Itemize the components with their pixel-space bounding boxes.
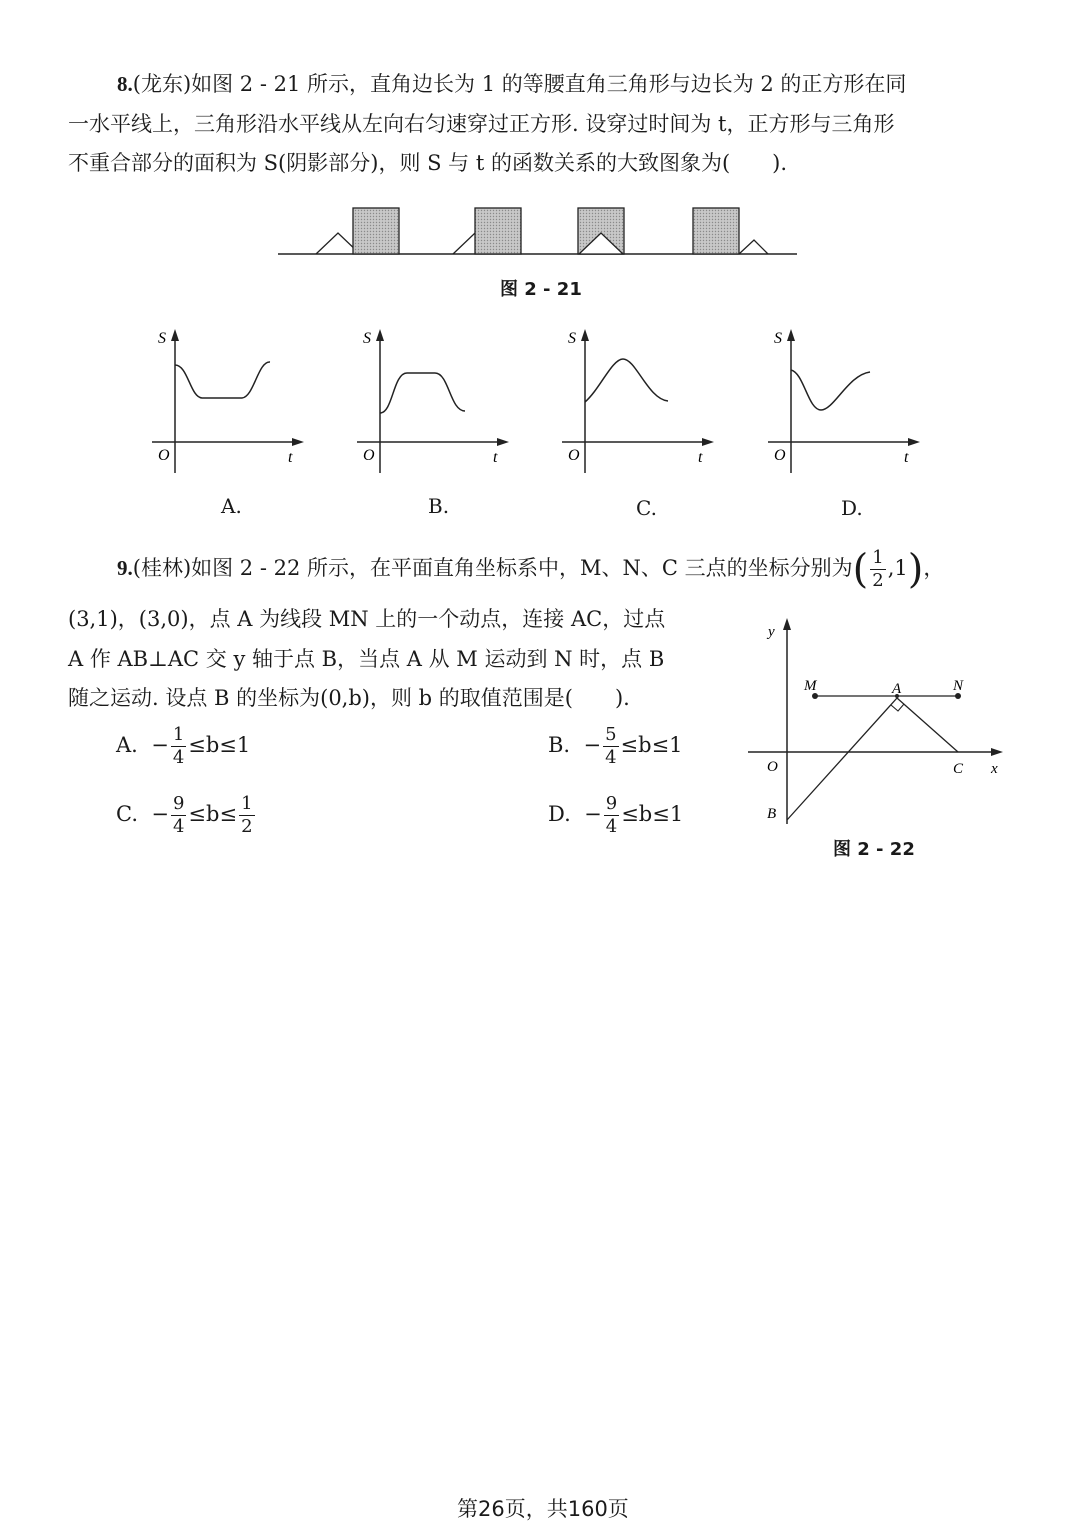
q9-line1: 9.(桂林)如图 2 - 22 所示，在平面直角坐标系中，M、N、C 三点的坐标分别为( $\frac{1}{2}$ ,1)， bbox=[117, 546, 945, 593]
graph-b-x-label: t bbox=[493, 449, 498, 466]
label-x: x bbox=[991, 761, 998, 777]
graph-a-x-label: t bbox=[288, 449, 293, 466]
square-1 bbox=[353, 208, 399, 254]
q9-line1-text: (桂林)如图 2 - 22 所示，在平面直角坐标系中，M、N、C 三点的坐标分别为 bbox=[132, 556, 853, 580]
graph-b-origin: O bbox=[363, 447, 375, 464]
q9-coord1-fraction: $\frac{1}{2}$ bbox=[872, 547, 884, 591]
q8-option-a: A. bbox=[221, 494, 242, 518]
square-2 bbox=[475, 208, 521, 254]
graph-d-curve bbox=[791, 370, 870, 410]
q9-option-c: C. − $\frac{9}{4}$ ≤b≤ $\frac{1}{2}$ bbox=[116, 793, 253, 837]
q8-line1-text: (龙东)如图 2 - 21 所示，直角边长为 1 的等腰直角三角形与边长为 2 的正方形在同 bbox=[132, 72, 907, 96]
q8-option-d: D. bbox=[841, 496, 863, 520]
label-a: A bbox=[892, 681, 902, 697]
label-o: O bbox=[767, 759, 778, 775]
figure-2-21 bbox=[270, 200, 810, 264]
graph-c-origin: O bbox=[568, 447, 580, 464]
q9-line2: (3,1)，(3,0)，点 A 为线段 MN 上的一个动点，连接 AC，过点 bbox=[68, 607, 666, 631]
graph-a-origin: O bbox=[158, 447, 170, 464]
page-footer: 第26页，共160页 bbox=[457, 1497, 629, 1521]
graph-d-origin: O bbox=[774, 447, 786, 464]
label-c: C bbox=[953, 761, 964, 777]
q9-number: 9. bbox=[117, 556, 133, 580]
option-graph-b bbox=[355, 325, 515, 475]
graph-d-y-label: S bbox=[774, 330, 782, 347]
segment-ab bbox=[787, 698, 897, 820]
graph-c-x-label: t bbox=[698, 449, 703, 466]
segment-ac bbox=[897, 698, 958, 752]
q8-line3: 不重合部分的面积为 S(阴影部分)，则 S 与 t 的函数关系的大致图象为( ). bbox=[68, 151, 788, 175]
triangle-4 bbox=[739, 240, 768, 254]
q8-line2: 一水平线上，三角形沿水平线从左向右匀速穿过正方形. 设穿过时间为 t，正方形与三角形 bbox=[68, 112, 895, 136]
option-graph-a bbox=[150, 325, 310, 475]
q8-option-c: C. bbox=[636, 496, 657, 520]
q8-number: 8. bbox=[117, 72, 133, 96]
graph-d-x-label: t bbox=[904, 449, 909, 466]
label-y: y bbox=[768, 624, 775, 640]
q9-line3: A 作 AB⊥AC 交 y 轴于点 B，当点 A 从 M 运动到 N 时，点 B bbox=[68, 647, 665, 671]
right-angle-mark bbox=[891, 704, 904, 711]
figure-2-21-caption: 图 2 - 21 bbox=[500, 279, 582, 300]
label-n: N bbox=[953, 678, 964, 694]
graph-a-y-label: S bbox=[158, 330, 166, 347]
figure-2-22 bbox=[740, 612, 1010, 832]
label-m: M bbox=[804, 678, 817, 694]
q8-option-b: B. bbox=[428, 494, 450, 518]
graph-c-y-label: S bbox=[568, 330, 576, 347]
option-graph-d bbox=[766, 325, 926, 475]
graph-c-curve bbox=[585, 359, 668, 402]
q9-line4: 随之运动. 设点 B 的坐标为(0,b)，则 b 的取值范围是( ). bbox=[68, 686, 630, 710]
q9-option-d: D. − $\frac{9}{4}$ ≤b≤1 bbox=[548, 793, 684, 837]
q8-line1 bbox=[117, 64, 906, 104]
option-graph-c bbox=[560, 325, 720, 475]
graph-b-y-label: S bbox=[363, 330, 371, 347]
label-b: B bbox=[767, 806, 777, 822]
graph-a-curve bbox=[175, 362, 270, 398]
q9-option-b: B. − $\frac{5}{4}$ ≤b≤1 bbox=[548, 724, 683, 768]
square-4 bbox=[693, 208, 739, 254]
figure-2-22-caption: 图 2 - 22 bbox=[833, 839, 915, 860]
graph-b-curve bbox=[380, 373, 465, 413]
q9-option-a: A. − $\frac{1}{4}$ ≤b≤1 bbox=[116, 724, 251, 768]
